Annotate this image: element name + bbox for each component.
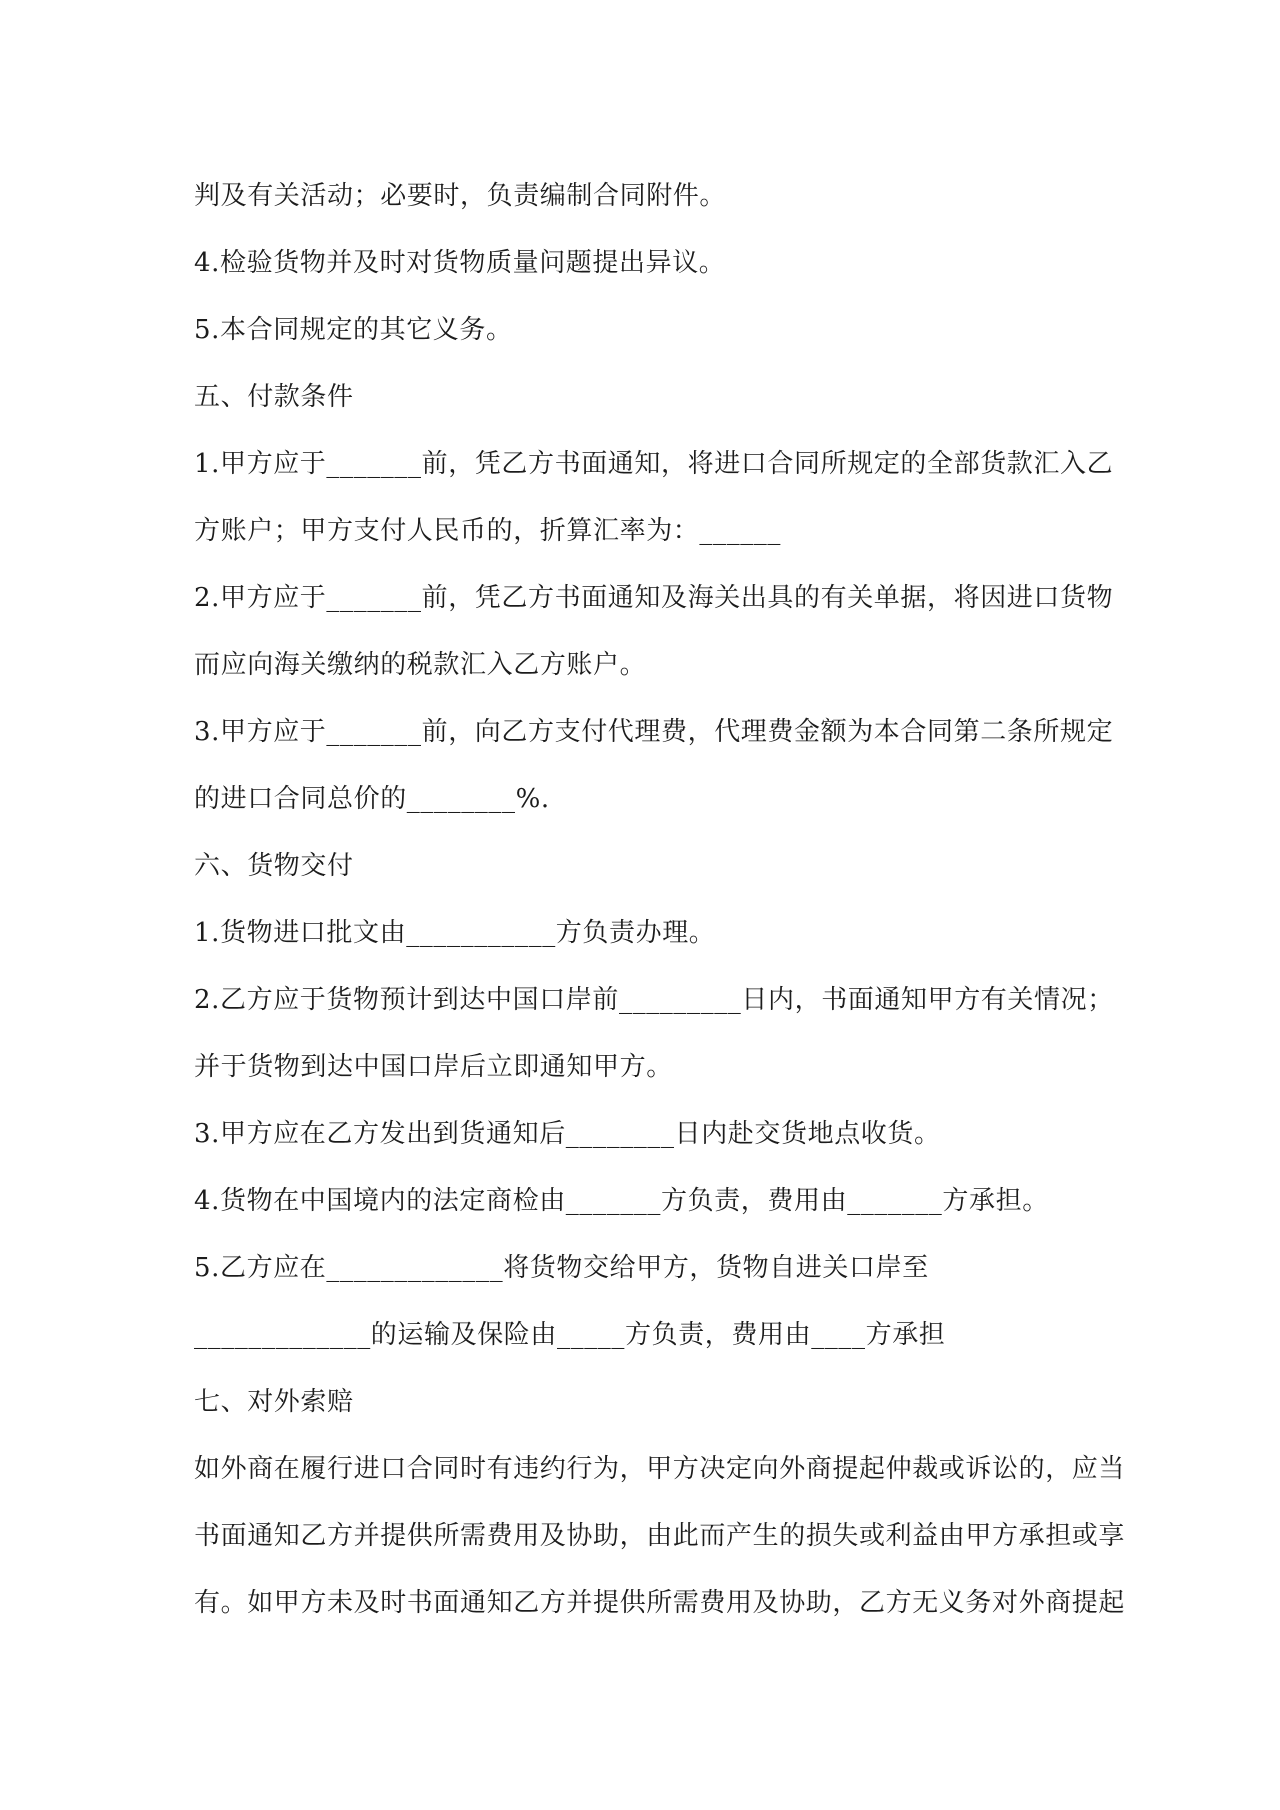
text-line: 而应向海关缴纳的税款汇入乙方账户。 bbox=[194, 650, 647, 680]
paragraph-line: 书面通知乙方并提供所需费用及协助，由此而产生的损失或利益由甲方承担或享 bbox=[194, 1521, 1126, 1551]
list-item: 5.乙方应在_____________将货物交给甲方，货物自进关口岸至 bbox=[194, 1253, 929, 1283]
list-item: 4.货物在中国境内的法定商检由_______方负责，费用由_______方承担。 bbox=[194, 1186, 1049, 1216]
section-heading: 六、货物交付 bbox=[194, 851, 354, 881]
section-heading: 七、对外索赔 bbox=[194, 1387, 354, 1417]
list-item: 1.货物进口批文由___________方负责办理。 bbox=[194, 918, 716, 948]
list-item: 3.甲方应于_______前，向乙方支付代理费，代理费金额为本合同第二条所规定 bbox=[194, 717, 1114, 747]
text-line: _____________的运输及保险由_____方负责，费用由____方承担 bbox=[194, 1320, 946, 1350]
list-item: 2.乙方应于货物预计到达中国口岸前_________日内，书面通知甲方有关情况； bbox=[194, 985, 1114, 1015]
section-heading: 五、付款条件 bbox=[194, 382, 354, 412]
paragraph-line: 有。如甲方未及时书面通知乙方并提供所需费用及协助，乙方无义务对外商提起 bbox=[194, 1588, 1126, 1618]
list-item: 2.甲方应于_______前，凭乙方书面通知及海关出具的有关单据，将因进口货物 bbox=[194, 583, 1114, 613]
list-item: 5.本合同规定的其它义务。 bbox=[194, 315, 513, 345]
paragraph-line: 如外商在履行进口合同时有违约行为，甲方决定向外商提起仲裁或诉讼的，应当 bbox=[194, 1454, 1126, 1484]
list-item: 4.检验货物并及时对货物质量问题提出异议。 bbox=[194, 248, 726, 278]
text-line: 并于货物到达中国口岸后立即通知甲方。 bbox=[194, 1052, 673, 1082]
text-line: 方账户；甲方支付人民币的，折算汇率为：______ bbox=[194, 516, 782, 546]
list-item: 3.甲方应在乙方发出到货通知后________日内赴交货地点收货。 bbox=[194, 1119, 941, 1149]
list-item: 1.甲方应于_______前，凭乙方书面通知，将进口合同所规定的全部货款汇入乙 bbox=[194, 449, 1114, 479]
document-body bbox=[194, 163, 1126, 1637]
text-line: 的进口合同总价的________%. bbox=[194, 784, 550, 814]
text-line: 判及有关活动；必要时，负责编制合同附件。 bbox=[194, 181, 727, 211]
